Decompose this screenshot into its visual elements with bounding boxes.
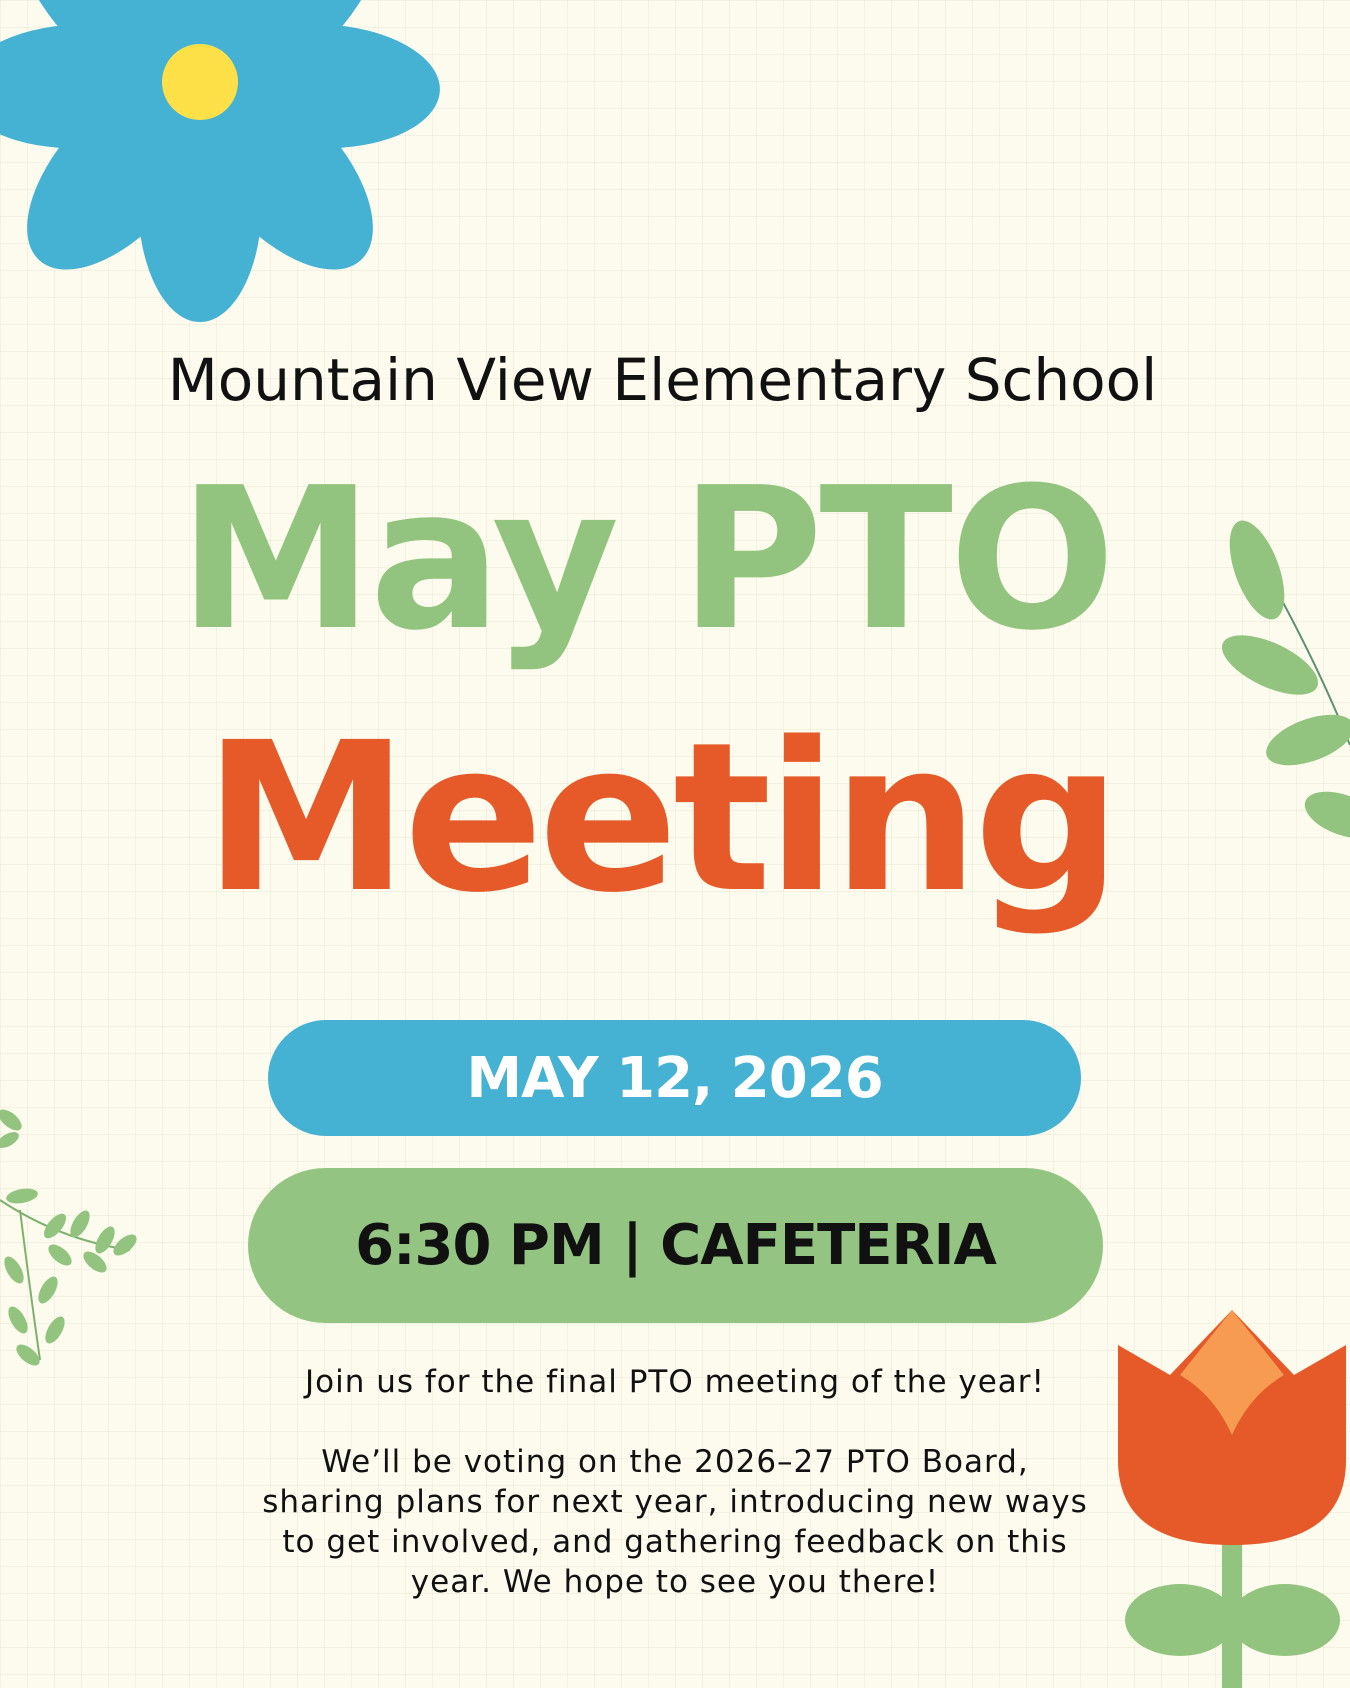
leaf-sprig-left-icon (0, 1100, 150, 1370)
blue-flower-icon (0, 0, 460, 340)
headline-line-2: Meeting (203, 698, 1117, 938)
date-pill (268, 1020, 1081, 1136)
date-text: MAY 12, 2026 (466, 1045, 883, 1111)
description (260, 1362, 1090, 1602)
school-name: Mountain View Elementary School (167, 346, 1158, 414)
description-details: We’ll be voting on the 2026–27 PTO Board, sharing plans for next year, introducing new ways to get involved, and gathering feedback on this year. We hope to see you there! (262, 1444, 1088, 1600)
time-location-pill (248, 1168, 1103, 1323)
tulip-icon (1110, 1305, 1350, 1688)
time-location-text: 6:30 PM | CAFETERIA (355, 1213, 996, 1278)
headline-line-1: May PTO (178, 446, 1112, 674)
description-intro: Join us for the final PTO meeting of the year! (305, 1364, 1045, 1400)
